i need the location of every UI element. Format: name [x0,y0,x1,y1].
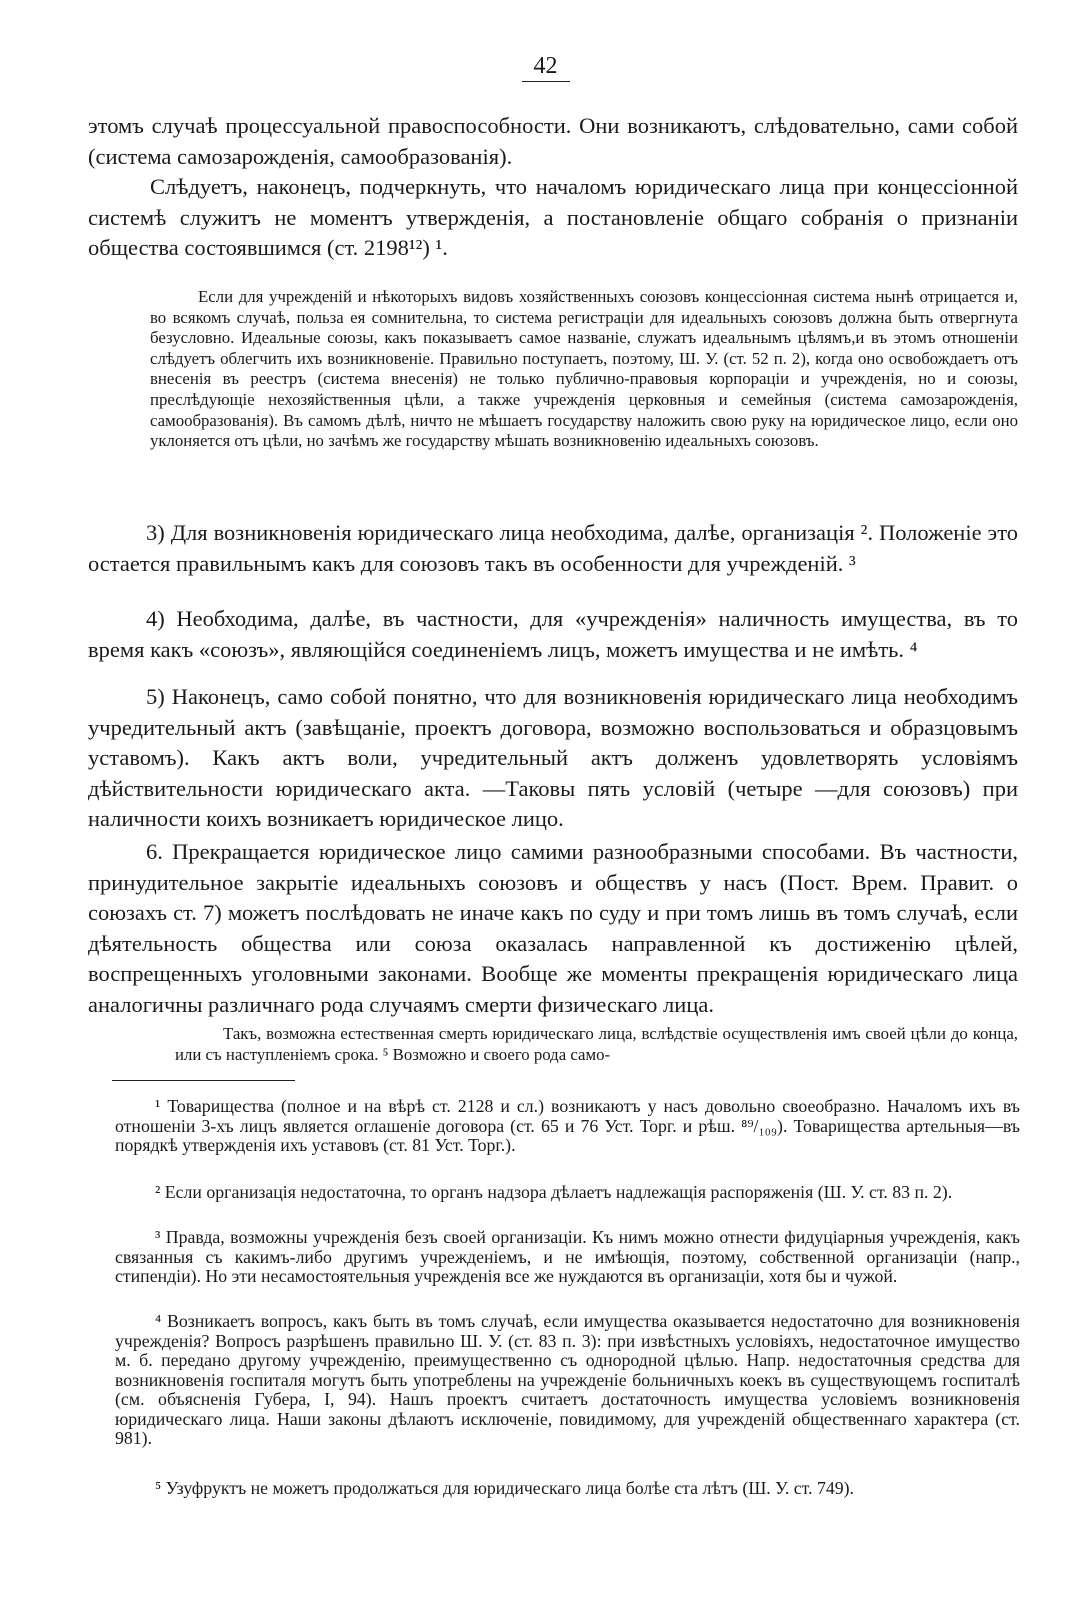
paragraph-5-founding-act: 5) Наконецъ, само собой понятно, что для возникновенія юридическаго лица необходимъ учредительный актъ (завѣщаніе, проектъ договора, возможно воспользоваться и образцовымъ уставомъ). Какъ актъ воли, учредительный актъ долженъ удовлетворять условіямъ дѣйствительности юридическаго акта. —Таковы пять условій (четыре —для союзовъ) при наличности коихъ возникаетъ юридическое лицо. [88,684,1018,832]
footnote-divider [112,1080,295,1081]
paragraph-6-termination: 6. Прекращается юридическое лицо самими разнообразными способами. Въ частности, принудительное закрытіе идеальныхъ союзовъ и обществъ у насъ (Пост. Врем. Правит. о союзахъ ст. 7) можетъ послѣдовать не иначе какъ по суду и при томъ лишь въ томъ случаѣ, если дѣятельность общества или союза оказалась направленной къ достиженію цѣлей, воспрещенныхъ уголовными законами. Вообще же моменты прекращенія юридическаго лица аналогичны различнаго рода случаямъ смерти физическаго лица. [88,839,1018,1017]
paragraph-4-property: 4) Необходима, далѣе, въ частности, для «учрежденія» наличность имущества, въ то время какъ «союзъ», являющійся соединеніемъ лицъ, можетъ имущества и не имѣть. ⁴ [88,606,1018,662]
footnote-4: ⁴ Возникаетъ вопросъ, какъ быть въ томъ случаѣ, если имущества оказывается недостаточно для возникновенія учрежденія? Вопросъ разрѣшенъ правильно Ш. У. (ст. 83 п. 3): при извѣстныхъ условіяхъ, недостаточное имущество м. б. передано другому учрежденію, преимущественно съ однородной цѣлью. Напр. недостаточныя средства для возникновенія госпиталя могутъ быть употреблены на учрежденіе больничныхъ коекъ въ существующемъ госпиталѣ (см. объясненія Губера, I, 94). Нашъ проектъ считаетъ достаточность имущества условіемъ возникновенія юридическаго лица. Наши законы дѣлаютъ исключеніе, повидимому, для учрежденій общественнаго характера (ст. 981). [115,1311,1020,1448]
paragraph-3-organization: 3) Для возникновенія юридическаго лица необходима, далѣе, организація ². Положеніе это остается правильнымъ какъ для союзовъ такъ въ особенности для учрежденій. ³ [88,520,1018,576]
footnote-2: ² Если организація недостаточна, то органъ надзора дѣлаетъ надлежащія распоряженія (Ш. У. ст. 83 п. 2). [155,1182,953,1202]
paragraph-2: Слѣдуетъ, наконецъ, подчеркнуть, что началомъ юридическаго лица при концессіонной системѣ служитъ не моментъ утвержденія, а постановленіе общаго собранія о признаніи общества состоявшимся (ст. 2198¹²) ¹. [88,174,1018,261]
note-organic-formation: Если для учрежденій и нѣкоторыхъ видовъ хозяйственныхъ союзовъ концессіонная система нынѣ отрицается и, во всякомъ случаѣ, польза ея сомнительна, то система регистраціи для идеальныхъ союзовъ должна быть отвергнута безусловно. Идеальные союзы, какъ показываетъ самое названіе, служатъ идеальнымъ цѣлямъ,и въ этомъ отношеніи слѣдуетъ облегчить ихъ возникновеніе. Правильно поступаетъ, поэтому, Ш. У. (ст. 52 п. 2), когда оно освобождаетъ отъ внесенія въ реестръ (система внесенія) не только публично-правовыя корпораціи и учрежденія, но и союзы, преслѣдующіе нехозяйственныя цѣли, а также учрежденія церковныя и семейныя (система самозарожденія, самообразованія). Въ самомъ дѣлѣ, ничто не мѣшаетъ государству наложить свою руку на юридическое лицо, если оно уклоняется отъ цѣли, но зачѣмъ же государству мѣшать возникновенію идеальныхъ союзовъ. [150,287,1018,451]
note-natural-death: Такъ, возможна естественная смерть юридическаго лица, вслѣдствіе осуществленія имъ своей цѣли до конца, или съ наступленіемъ срока. ⁵ Возможно и своего рода само- [175,1024,1018,1064]
page-number: 42 [0,52,1091,82]
footnote-1: ¹ Товарищества (полное и на вѣрѣ ст. 2128 и сл.) возникаютъ у насъ довольно своеобразно. Началомъ ихъ въ отношеніи 3-хъ лицъ является оглашеніе договора (ст. 65 и 76 Уст. Торг. и рѣш. ⁸⁹/₁₀₉). Товарищества артельныя—въ порядкѣ утвержденія ихъ уставовъ (ст. 81 Уст. Торг.). [115,1096,1020,1155]
paragraph-1: этомъ случаѣ процессуальной правоспособности. Они возникаютъ, слѣдовательно, сами собой (система самозарожденія, самообразованія). [88,113,1018,169]
footnote-3: ³ Правда, возможны учрежденія безъ своей организаціи. Къ нимъ можно отнести фидуціарныя учрежденія, какъ связанныя съ какимъ-либо другимъ учрежденіемъ, и не имѣющія, поэтому, собственной организаціи (напр., стипендіи). Но эти несамостоятельныя учрежденія все же нуждаются въ организаціи, хотя бы и чужой. [115,1227,1020,1286]
footnote-5: ⁵ Узуфруктъ не можетъ продолжаться для юридическаго лица болѣе ста лѣтъ (Ш. У. ст. 749). [155,1478,854,1498]
